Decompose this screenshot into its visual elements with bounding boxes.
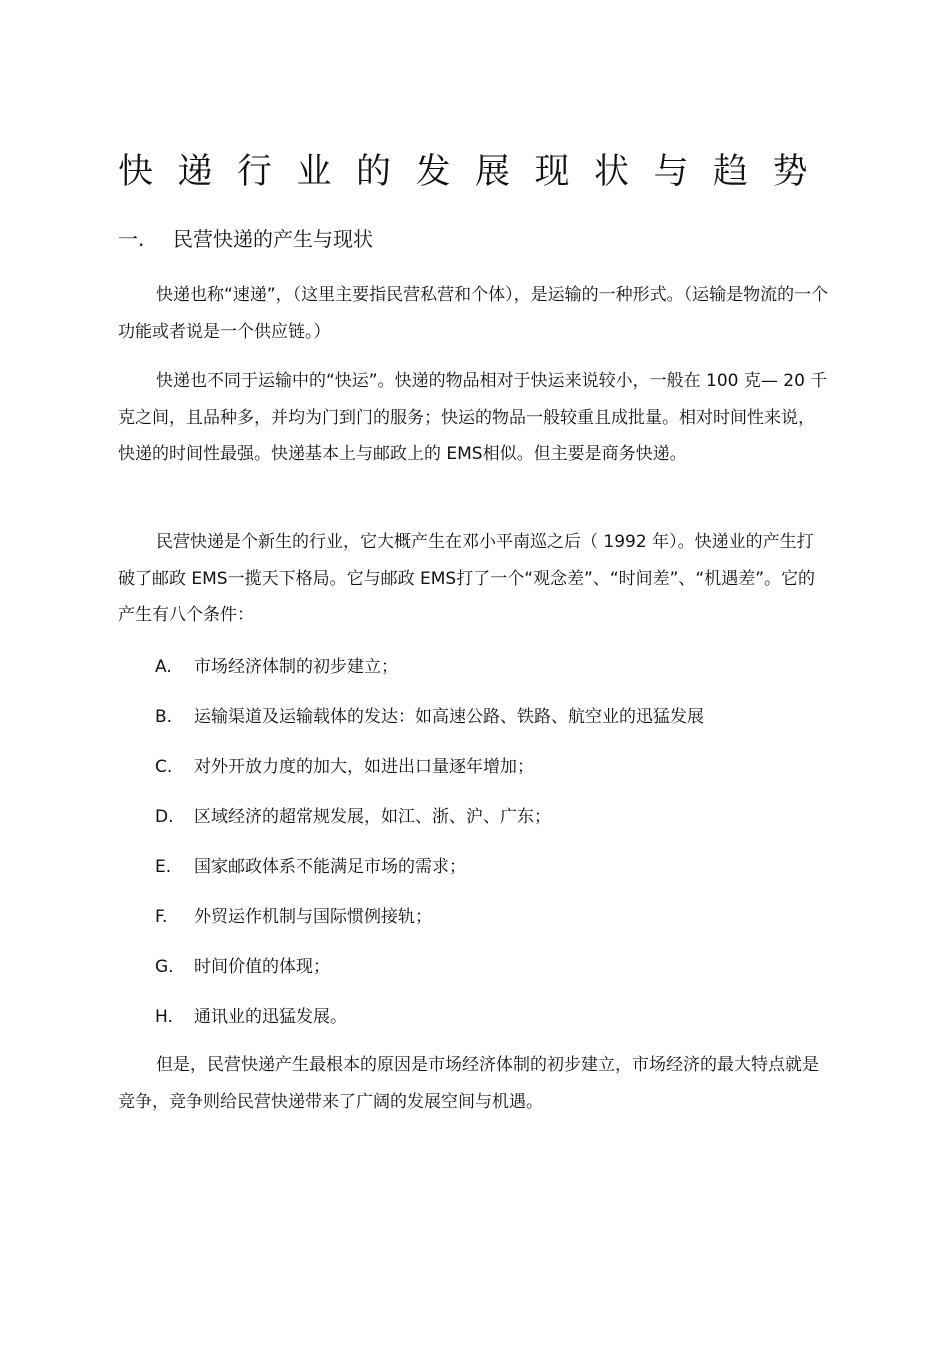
section-heading: [118, 225, 373, 253]
list-item-text: 时间价值的体现；: [194, 957, 330, 977]
list-item: [155, 1005, 347, 1030]
paragraph-origin: 民营快递是个新生的行业，它大概产生在邓小平南巡之后（ 1992 年）。快递业的产生打破了邮政 EMS一揽天下格局。它与邮政 EMS打了一个“观念差”、“时间差”、“机遇差”。它的产生有八个条件：: [118, 532, 816, 625]
list-item-letter: G.: [155, 957, 174, 977]
document-title: 快递行业的发展现状与趋势: [118, 152, 833, 192]
list-item-letter: B.: [155, 707, 173, 727]
list-item-text: 运输渠道及运输载体的发达：如高速公路、铁路、航空业的迅猛发展: [194, 707, 704, 727]
list-item: [155, 705, 704, 730]
list-item: [155, 655, 398, 680]
list-item-text: 外贸运作机制与国际惯例接轨；: [194, 907, 432, 927]
list-item-letter: F.: [155, 907, 168, 927]
list-item: [155, 805, 551, 830]
list-item: [155, 855, 466, 880]
list-item-letter: A.: [155, 657, 172, 677]
list-item-text: 市场经济体制的初步建立；: [194, 657, 398, 677]
list-item: [155, 755, 534, 780]
paragraph-comparison: 快递也不同于运输中的“快运”。快递的物品相对于快运来说较小，一般在 100 克— 20 千克之间，且品种多，并均为门到门的服务；快运的物品一般较重且成批量。相对时间性来说，快递的时间性最强。快递基本上与邮政上的 EMS相似。但主要是商务快递。: [118, 371, 828, 464]
list-item-text: 通讯业的迅猛发展。: [194, 1007, 347, 1027]
list-item-letter: E.: [155, 857, 172, 877]
list-item-letter: C.: [155, 757, 173, 777]
list-item-text: 国家邮政体系不能满足市场的需求；: [194, 857, 466, 877]
list-item-letter: H.: [155, 1007, 173, 1027]
list-item-letter: D.: [155, 807, 174, 827]
section-number: 一.: [118, 227, 145, 251]
section-title: 民营快递的产生与现状: [173, 227, 373, 251]
list-item: [155, 905, 432, 930]
paragraph-conclusion: 但是，民营快递产生最根本的原因是市场经济体制的初步建立，市场经济的最大特点就是竞争，竞争则给民营快递带来了广阔的发展空间与机遇。: [118, 1055, 819, 1112]
list-item-text: 区域经济的超常规发展，如江、浙、沪、广东；: [194, 807, 551, 827]
list-item-text: 对外开放力度的加大，如进出口量逐年增加；: [194, 757, 534, 777]
paragraph-definition: 快递也称“速递”，（这里主要指民营私营和个体），是运输的一种形式。（运输是物流的一个功能或者说是一个供应链。）: [118, 285, 829, 342]
list-item: [155, 955, 330, 980]
